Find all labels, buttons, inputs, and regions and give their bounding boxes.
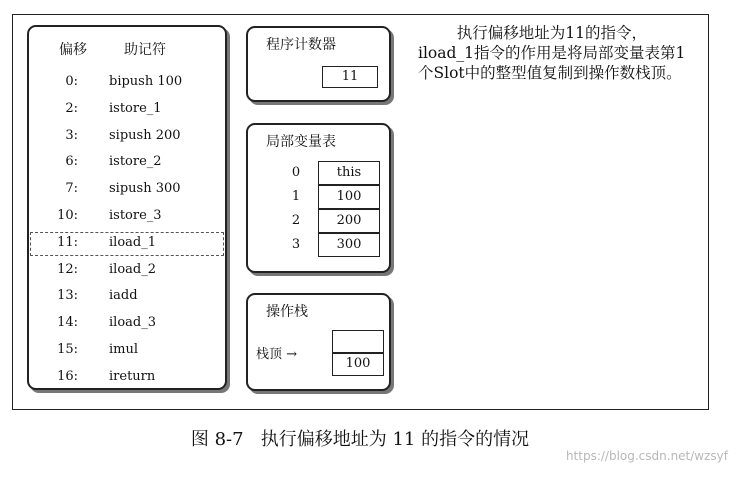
instruction-offset: 0: — [65, 74, 78, 89]
instruction-mnemonic: bipush 100 — [109, 74, 183, 89]
instruction-mnemonic: imul — [109, 342, 139, 357]
instruction-row — [29, 340, 225, 362]
instruction-row — [29, 260, 225, 282]
instruction-row — [29, 367, 225, 389]
instruction-row — [29, 126, 225, 148]
local-variable-table-title: 局部变量表 — [266, 134, 336, 150]
instruction-row — [29, 206, 225, 228]
slot-index: 0 — [291, 165, 301, 180]
instruction-row — [29, 313, 225, 335]
slot-index: 2 — [291, 213, 301, 228]
bytecode-panel — [27, 25, 227, 390]
instruction-mnemonic: sipush 200 — [109, 127, 181, 143]
slot-value: this — [318, 161, 380, 185]
instruction-row — [29, 179, 225, 201]
slot-value: 200 — [318, 209, 380, 233]
instruction-mnemonic: ireturn — [109, 368, 156, 384]
local-variable-slot — [248, 185, 389, 209]
instruction-row-current — [31, 233, 223, 255]
offset-header: 偏移 — [59, 42, 87, 58]
operand-stack-panel — [246, 293, 391, 391]
instruction-offset: 11: — [57, 234, 78, 250]
local-variable-slot — [248, 233, 389, 257]
instruction-mnemonic: iload_3 — [109, 315, 156, 331]
program-counter-title: 程序计数器 — [266, 37, 336, 53]
instruction-offset: 12: — [57, 261, 78, 277]
figure-caption: 图 8-7 执行偏移地址为 11 的指令的情况 — [190, 429, 530, 450]
stack-top-label: 栈顶 → — [256, 347, 298, 362]
watermark: https://blog.csdn.net/wzsyf — [565, 449, 728, 463]
instruction-offset: 6: — [65, 154, 78, 170]
instruction-mnemonic: iload_1 — [109, 234, 156, 250]
instruction-offset: 14: — [57, 315, 78, 331]
instruction-mnemonic: iload_2 — [109, 261, 156, 277]
instruction-row — [29, 152, 225, 174]
slot-value: 300 — [318, 233, 380, 257]
operand-stack-cell: 100 — [332, 353, 384, 376]
instruction-row — [29, 286, 225, 308]
instruction-offset: 3: — [65, 127, 78, 143]
description-text: 执行偏移地址为11的指令，iload_1指令的作用是将局部变量表第1个Slot中的整型值复制到操作数栈顶。 — [418, 24, 686, 82]
mnemonic-header: 助记符 — [124, 42, 166, 58]
figure-frame — [12, 14, 709, 410]
local-variable-slot — [248, 209, 389, 233]
instruction-row — [29, 72, 225, 94]
instruction-offset: 16: — [57, 368, 78, 384]
instruction-mnemonic: istore_3 — [109, 208, 162, 223]
slot-index: 3 — [291, 237, 301, 252]
slot-value: 100 — [318, 185, 380, 209]
instruction-offset: 10: — [57, 208, 78, 223]
slot-index: 1 — [291, 189, 301, 204]
instruction-offset: 13: — [57, 288, 78, 304]
program-counter-panel — [246, 26, 391, 102]
program-counter-value: 11 — [322, 66, 378, 88]
instruction-offset: 15: — [57, 342, 78, 357]
local-variable-slot — [248, 161, 389, 185]
instruction-mnemonic: istore_1 — [109, 100, 162, 116]
instruction-row — [29, 99, 225, 121]
operand-stack-title: 操作栈 — [266, 304, 308, 320]
instruction-offset: 7: — [65, 181, 78, 197]
instruction-mnemonic: sipush 300 — [109, 181, 181, 197]
local-variable-table-panel — [246, 123, 391, 273]
instruction-offset: 2: — [65, 100, 78, 116]
operand-stack-cell — [332, 330, 384, 353]
instruction-mnemonic: iadd — [109, 288, 138, 304]
instruction-mnemonic: istore_2 — [109, 154, 162, 170]
